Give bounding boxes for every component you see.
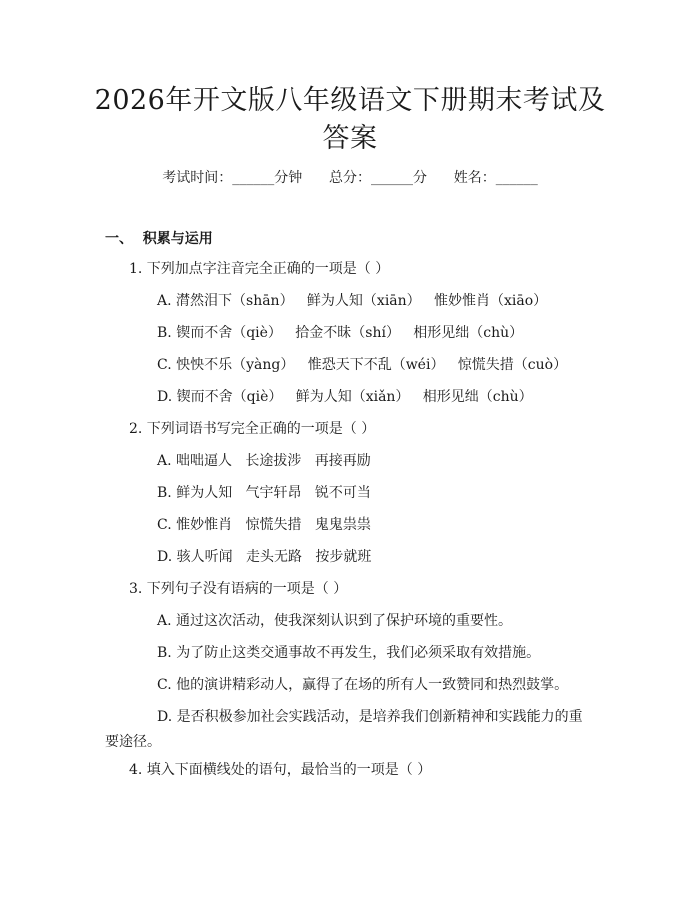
- option-d: D. 是否积极参加社会实践活动，是培养我们创新精神和实践能力的重要途径。: [105, 709, 583, 750]
- question-stem: 2. 下列词语书写完全正确的一项是（ ）: [129, 421, 376, 437]
- option-b: B. 为了防止这类交通事故不再发生，我们必须采取有效措施。: [157, 645, 541, 661]
- question-stem: 3. 下列句子没有语病的一项是（ ）: [129, 581, 348, 597]
- question-stem: 1. 下列加点字注音完全正确的一项是（ ）: [129, 261, 390, 277]
- option-c: C. 惟妙惟肖 惊慌失措 鬼鬼祟祟: [157, 517, 371, 533]
- option-b: B. 锲而不舍（qiè） 拾金不昧（shí） 相形见绌（chù）: [157, 325, 524, 341]
- option-a: A. 潸然泪下（shān） 鲜为人知（xiān） 惟妙惟肖（xiāo）: [157, 293, 548, 309]
- section-heading: 一、 积累与运用: [105, 231, 213, 247]
- page-title: 2026年开文版八年级语文下册期末考试及答案: [94, 85, 606, 154]
- option-c: C. 怏怏不乐（yàng） 惟恐天下不乱（wéi） 惊慌失措（cuò）: [157, 357, 568, 373]
- option-b: B. 鲜为人知 气宇轩昂 锐不可当: [157, 485, 371, 501]
- option-d: D. 锲而不舍（qiè） 鲜为人知（xiǎn） 相形见绌（chù）: [157, 389, 533, 405]
- option-d: D. 骇人听闻 走头无路 按步就班: [157, 549, 372, 565]
- exam-info-line: 考试时间：______分钟 总分：______分 姓名：______: [162, 170, 538, 186]
- option-a: A. 咄咄逼人 长途拔涉 再接再励: [157, 453, 371, 469]
- option-a: A. 通过这次活动，使我深刻认识到了保护环境的重要性。: [157, 613, 513, 629]
- question-stem: 4. 填入下面横线处的语句，最恰当的一项是（ ）: [129, 762, 432, 778]
- option-c: C. 他的演讲精彩动人，赢得了在场的所有人一致赞同和热烈鼓掌。: [157, 677, 569, 693]
